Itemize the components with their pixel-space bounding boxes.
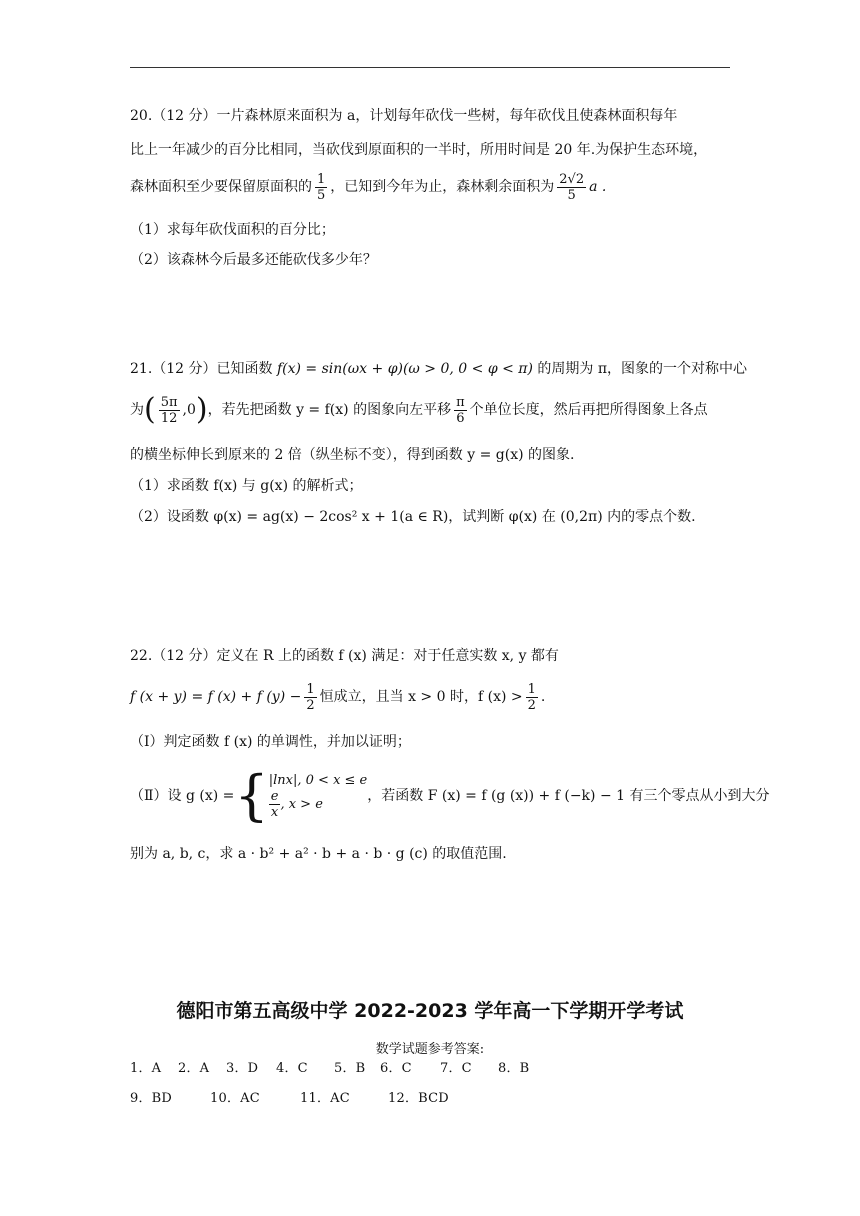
q21-function-formula: f(x) = sin(ωx + φ)(ω > 0, 0 < φ < π) [276, 361, 533, 377]
q22-line2-text-c: . [540, 689, 546, 705]
fraction-numerator: π [456, 394, 465, 410]
q21-line2-text-c: 个单位长度，然后再把所得图象上各点 [469, 402, 708, 418]
fraction-one-half [304, 682, 316, 713]
q21-part2: （2）设函数 φ(x) = ag(x) − 2cos² x + 1(a ∈ R)，试判断 φ(x) 在 (0,2π) 内的零点个数. [130, 509, 696, 525]
answer-item: 9．BD [130, 1091, 173, 1106]
fraction-pi-over-six [454, 395, 467, 426]
q20-line3 [130, 170, 730, 204]
fraction-denominator: 6 [456, 410, 465, 426]
q21-line3: 的横坐标伸长到原来的 2 倍（纵坐标不变），得到函数 y = g(x) 的图象. [130, 447, 575, 463]
q20-part1: （1）求每年砍伐面积的百分比； [130, 222, 335, 238]
q20-line1: 20.（12 分）一片森林原来面积为 a，计划每年砍伐一些树，每年砍伐且使森林面积每年 [130, 108, 678, 124]
answer-item: 11．AC [300, 1091, 350, 1106]
q20-line3-text-a: 森林面积至少要保留原面积的 [130, 179, 312, 195]
left-paren: ( [144, 392, 156, 427]
q22-last-line: 别为 a, b, c，求 a · b² + a² · b + a · b · g (c) 的取值范围. [130, 846, 507, 862]
answers-row-1 [130, 1057, 544, 1076]
page-title: 德阳市第五高级中学 2022-2023 学年高一下学期开学考试 [176, 1000, 684, 1022]
case-2 [269, 789, 368, 820]
fraction-e-over-x [269, 789, 281, 820]
header-rule [130, 67, 730, 68]
fraction-one-half-b [526, 682, 538, 713]
answer-item: 4．C [276, 1061, 308, 1076]
q21-line1 [130, 359, 748, 379]
fraction-denominator: 12 [160, 410, 178, 426]
center-tail: ,0 [182, 402, 196, 418]
answer-item: 3．D [226, 1061, 259, 1076]
q22-equation: f (x + y) = f (x) + f (y) − [130, 689, 302, 705]
left-brace: { [234, 764, 269, 827]
fraction-two-root-two-fifths [557, 172, 586, 203]
q20-line3-text-b: ，已知到今年为止，森林剩余面积为 [330, 179, 555, 195]
fraction-denominator: 5 [567, 187, 576, 203]
q22-part2-text-b: ，若函数 F (x) = f (g (x)) + f (−k) − 1 有三个零点从小到大分 [367, 788, 770, 804]
right-paren: ) [195, 392, 208, 427]
q21-line2 [130, 390, 730, 430]
answer-item: 1．A [130, 1061, 162, 1076]
q21-line2-text-a: 为 [130, 402, 144, 418]
q22-line2-text-b: 恒成立，且当 x > 0 时，f (x) > [319, 689, 523, 705]
fraction-numerator: 1 [317, 171, 326, 187]
q21-line2-text-b: ，若先把函数 y = f(x) 的图象向左平移 [207, 402, 452, 418]
answer-item: 7．C [440, 1061, 472, 1076]
q20-part2: （2）该森林今后最多还能砍伐多少年？ [130, 252, 377, 268]
answer-item: 12．BCD [388, 1091, 449, 1106]
answer-subtitle: 数学试题参考答案: [375, 1042, 485, 1057]
q21-line1-text-a: 21.（12 分）已知函数 [130, 361, 273, 377]
answer-item: 2．A [178, 1061, 210, 1076]
fraction-denominator: x [270, 805, 279, 820]
fraction-denominator: 2 [527, 697, 536, 713]
answers-row-2 [130, 1087, 468, 1106]
case-1: |lnx|, 0 < x ≤ e [268, 773, 368, 788]
q22-line2 [130, 678, 730, 716]
q21-part1: （1）求函数 f(x) 与 g(x) 的解析式； [130, 478, 363, 494]
fraction-numerator: 1 [527, 681, 536, 697]
case-2-condition: , x > e [280, 797, 323, 812]
q22-part1: （Ⅰ）判定函数 f (x) 的单调性，并加以证明； [130, 734, 411, 750]
fraction-numerator: e [270, 789, 279, 804]
answer-item: 8．B [498, 1061, 530, 1076]
fraction-five-pi-over-twelve [159, 395, 180, 426]
q22-line1: 22.（12 分）定义在 R 上的函数 f (x) 满足：对于任意实数 x, y 都有 [130, 648, 559, 664]
fraction-denominator: 2 [306, 697, 315, 713]
answer-item: 10．AC [210, 1091, 260, 1106]
q20-line2: 比上一年减少的百分比相同，当砍伐到原面积的一半时，所用时间是 20 年.为保护生态环境， [130, 142, 708, 158]
answer-item: 5．B [334, 1061, 366, 1076]
answer-item: 6．C [380, 1061, 412, 1076]
fraction-numerator: 1 [306, 681, 315, 697]
fraction-one-fifth [315, 172, 327, 203]
fraction-numerator: 2√2 [559, 171, 585, 187]
q22-part2-text-a: （Ⅱ）设 g (x) = [130, 788, 235, 804]
q22-part2 [130, 764, 770, 828]
fraction-denominator: 5 [317, 187, 326, 203]
q21-line1-text-b: 的周期为 π，图象的一个对称中心 [537, 361, 748, 377]
q20-line3-text-c: a . [589, 179, 607, 195]
piecewise-cases [269, 772, 368, 820]
fraction-numerator: 5π [160, 394, 178, 410]
